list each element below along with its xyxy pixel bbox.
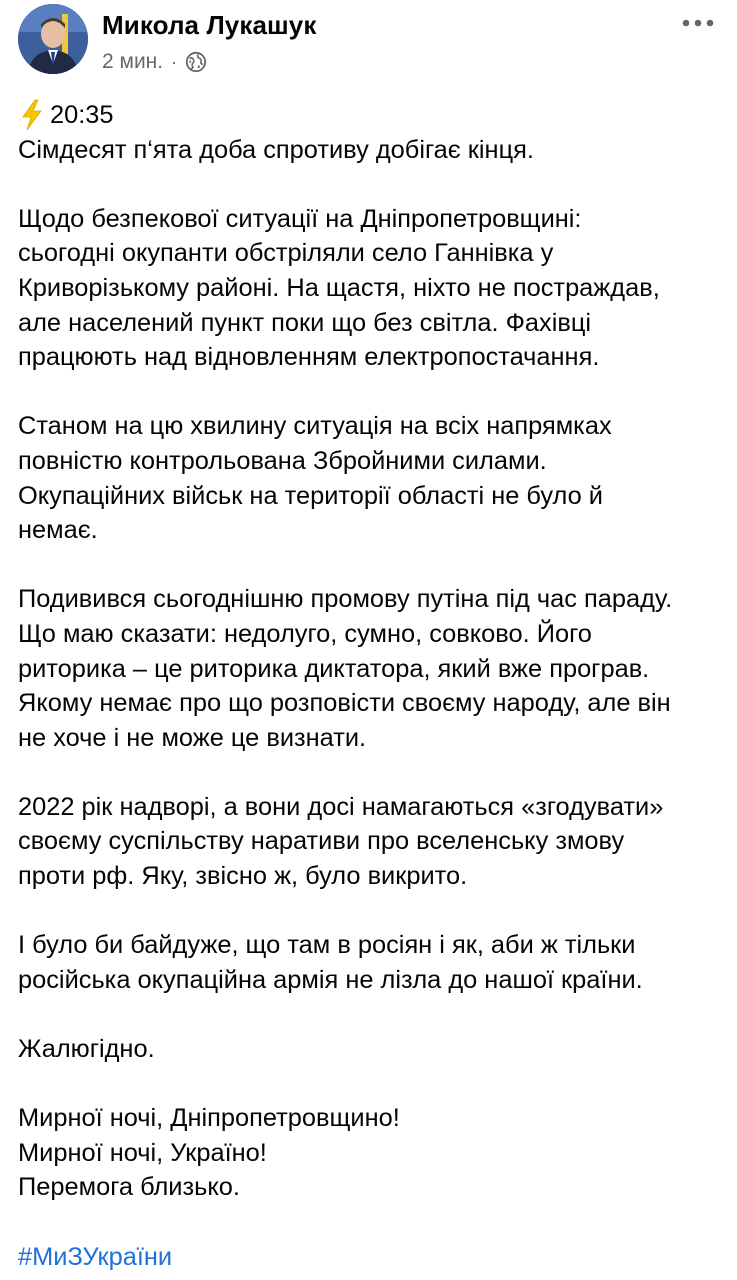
post-line: І було би байдуже, що там в росіян і як, аби ж тільки <box>18 931 636 960</box>
post-line: 2022 рік надворі, а вони досі намагаються «згодувати» <box>18 792 664 821</box>
post-line: Станом на цю хвилину ситуація на всіх напрямках <box>18 412 612 441</box>
post-line: Що маю сказати: недолуго, сумно, совково. Його <box>18 619 592 648</box>
post-paragraph-6 <box>18 928 730 997</box>
meta-separator: · <box>171 51 178 72</box>
post-line: не хоче і не може це визнати. <box>18 723 367 752</box>
post-line: Мирної ночі, Дніпропетровщино! <box>18 1104 400 1133</box>
post-line: сьогодні окупанти обстріляли село Ганнівка у <box>18 239 554 268</box>
post-line: риторика – це риторика диктатора, який вже програв. <box>18 654 650 683</box>
hashtag-link[interactable]: #МиЗУкраїни <box>18 1242 173 1271</box>
lightning-icon <box>18 99 46 131</box>
post-time[interactable]: 2 мин. <box>102 50 164 73</box>
post-line: Криворізькому районі. На щастя, ніхто не постраждав, <box>18 273 660 302</box>
post-body <box>18 98 730 1274</box>
post-meta <box>102 50 207 74</box>
post-paragraph-3 <box>18 409 730 547</box>
headline-time: 20:35 <box>50 101 114 129</box>
post-line: Подивився сьогоднішню промову путіна під час параду. <box>18 585 673 614</box>
avatar[interactable] <box>18 4 88 74</box>
avatar-photo <box>18 4 88 74</box>
post-line: немає. <box>18 516 98 545</box>
post-paragraph-7 <box>18 1032 730 1067</box>
post-line: Окупаційних військ на території області не було й <box>18 481 603 510</box>
globe-icon <box>185 51 207 73</box>
post-paragraph-8 <box>18 1101 730 1205</box>
post-paragraph-4 <box>18 582 730 755</box>
post-paragraph-2 <box>18 202 730 375</box>
more-horizontal-icon[interactable] <box>681 16 715 30</box>
post-line: Якому немає про що розповісти своєму народу, але він <box>18 689 671 718</box>
post-line: Щодо безпекової ситуації на Дніпропетровщині: <box>18 204 582 233</box>
author-name[interactable]: Микола Лукашук <box>102 10 317 40</box>
post-line: російська окупаційна армія не лізла до нашої країни. <box>18 965 643 994</box>
post-line: але населений пункт поки що без світла. Фахівці <box>18 308 592 337</box>
post-line: повністю контрольована Збройними силами. <box>18 446 547 475</box>
post-line: працюють над відновленням електропостачання. <box>18 343 600 372</box>
post-line: своєму суспільству наративи про вселенську змову <box>18 827 625 856</box>
post-paragraph-1 <box>18 133 730 168</box>
post-line: Перемога близько. <box>18 1173 240 1202</box>
post-line: Мирної ночі, Україно! <box>18 1138 267 1167</box>
post-line: Жалюгідно. <box>18 1035 155 1064</box>
post-line: проти рф. Яку, звісно ж, було викрито. <box>18 862 468 891</box>
post-paragraph-5 <box>18 790 730 894</box>
post-line: Сімдесят п‘ята доба спротиву добігає кінця. <box>18 135 534 164</box>
post-headline <box>18 98 730 133</box>
post-header <box>0 0 737 90</box>
